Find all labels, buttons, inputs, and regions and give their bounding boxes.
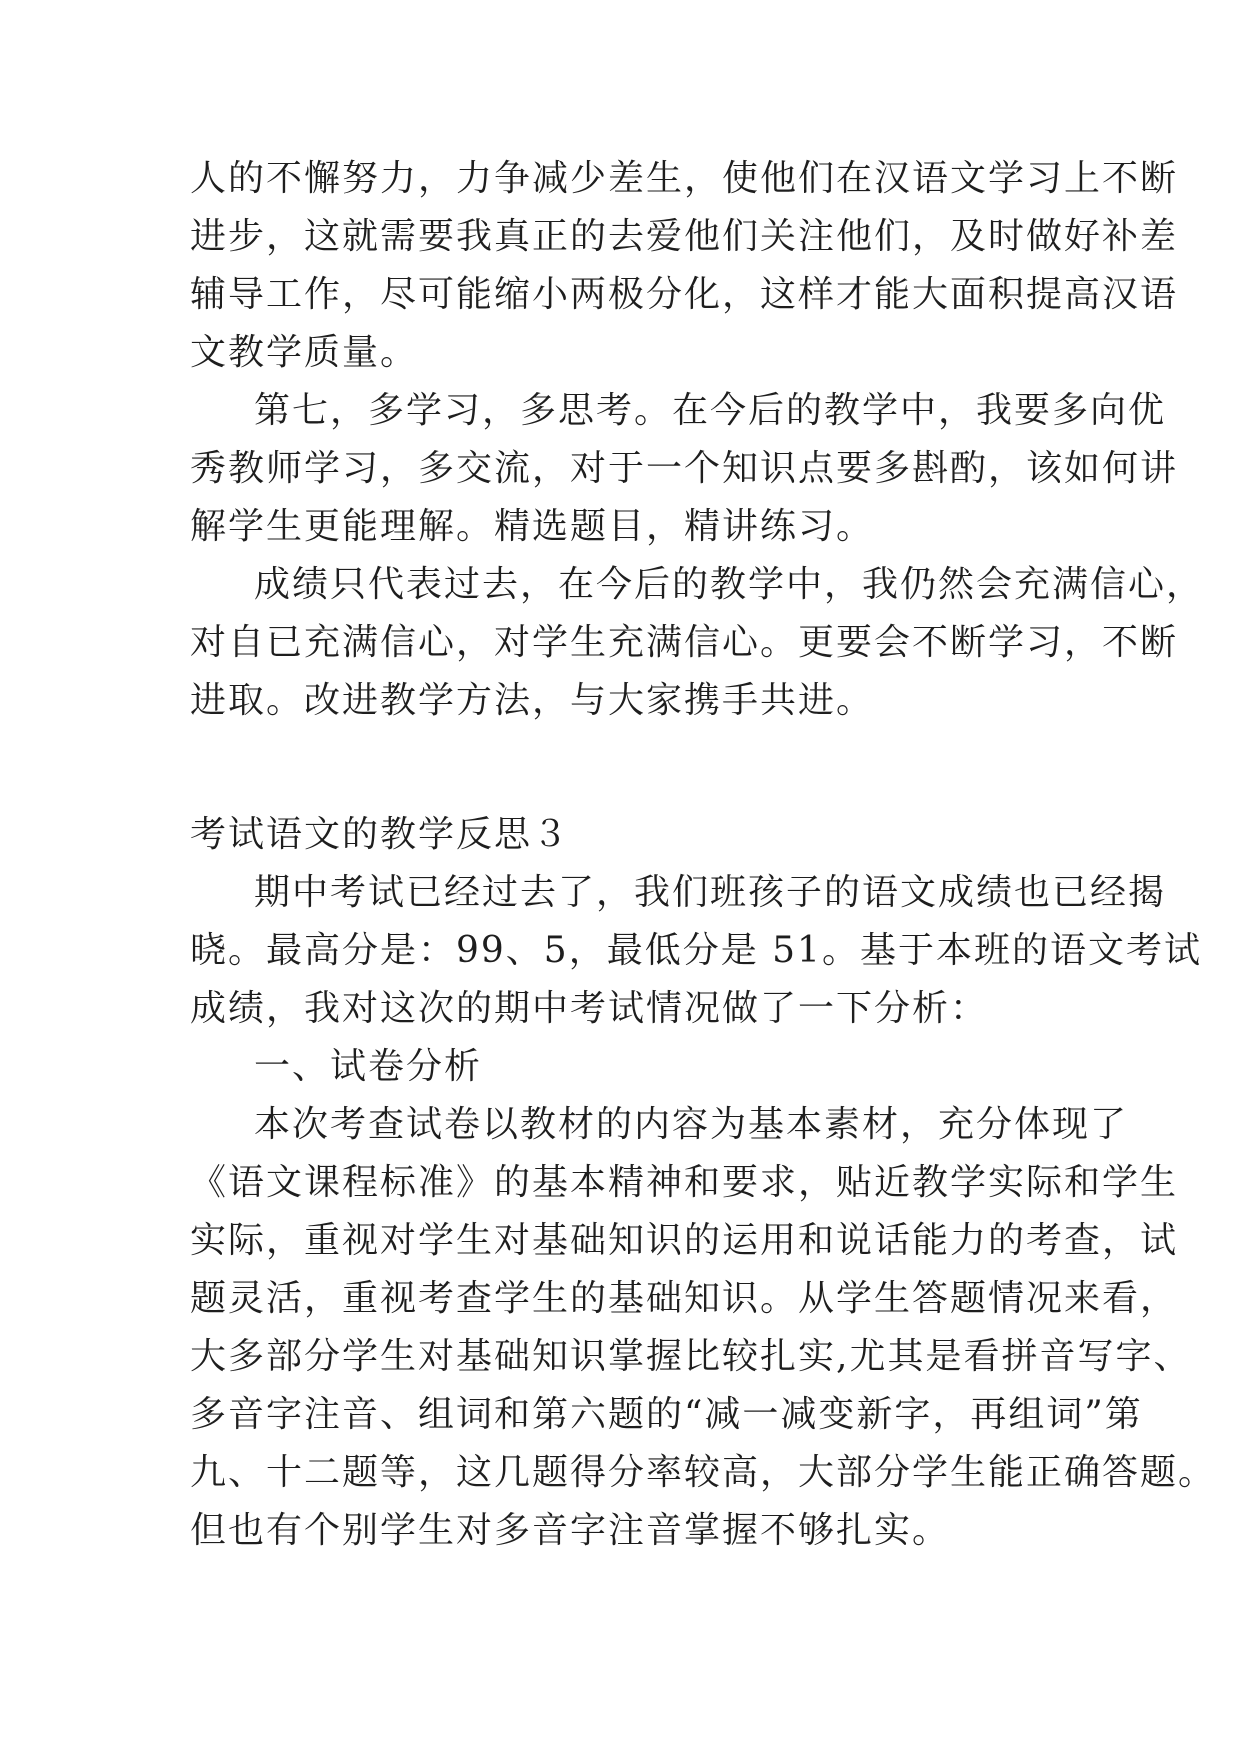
text-line: 九、十二题等，这几题得分率较高，大部分学生能正确答题。 <box>190 1452 1217 1493</box>
text-line: 解学生更能理解。精选题目，精讲练习。 <box>190 506 875 547</box>
text-line: 但也有个别学生对多音字注音掌握不够扎实。 <box>190 1510 951 1551</box>
text-line: 多音字注音、组词和第六题的“减一减变新字，再组词”第 <box>190 1394 1143 1435</box>
text-line: 期中考试已经过去了，我们班孩子的语文成绩也已经揭 <box>254 872 1167 913</box>
subheading-text: 一、试卷分析 <box>254 1046 483 1087</box>
text-line: 实际，重视对学生对基础知识的运用和说话能力的考查，试 <box>190 1220 1179 1261</box>
paragraph-analysis <box>190 1096 1217 1560</box>
text-line: 题灵活，重视考查学生的基础知识。从学生答题情况来看， <box>190 1278 1179 1319</box>
text-line: 《语文课程标准》的基本精神和要求，贴近教学实际和学生 <box>190 1162 1179 1203</box>
paragraph-continuation <box>190 150 1179 382</box>
subheading <box>190 1038 1050 1096</box>
text-line: 进取。改进教学方法，与大家携手共进。 <box>190 680 875 721</box>
paragraph-intro <box>190 864 1202 1038</box>
text-line: 晓。最高分是：99、5，最低分是 51。基于本班的语文考试 <box>190 930 1202 971</box>
text-line: 对自已充满信心，对学生充满信心。更要会不断学习，不断 <box>190 622 1179 663</box>
text-line: 成绩，我对这次的期中考试情况做了一下分析： <box>190 988 989 1029</box>
text-line: 成绩只代表过去，在今后的教学中，我仍然会充满信心， <box>254 564 1205 605</box>
text-line: 辅导工作，尽可能缩小两极分化，这样才能大面积提高汉语 <box>190 274 1179 315</box>
text-line: 进步，这就需要我真正的去爱他们关注他们，及时做好补差 <box>190 216 1179 257</box>
text-line: 人的不懈努力，力争减少差生，使他们在汉语文学习上不断 <box>190 158 1179 199</box>
section-title-text: 考试语文的教学反思３ <box>190 814 571 855</box>
text-line: 本次考查试卷以教材的内容为基本素材，充分体现了 <box>254 1104 1129 1145</box>
paragraph-seventh-point <box>190 382 1179 556</box>
section-title <box>190 806 1050 864</box>
text-line: 大多部分学生对基础知识掌握比较扎实,尤其是看拼音写字、 <box>190 1336 1192 1377</box>
paragraph-closing <box>190 556 1205 730</box>
text-line: 秀教师学习，多交流，对于一个知识点要多斟酌，该如何讲 <box>190 448 1179 489</box>
text-line: 文教学质量。 <box>190 332 419 373</box>
text-line: 第七，多学习，多思考。在今后的教学中，我要多向优 <box>254 390 1167 431</box>
